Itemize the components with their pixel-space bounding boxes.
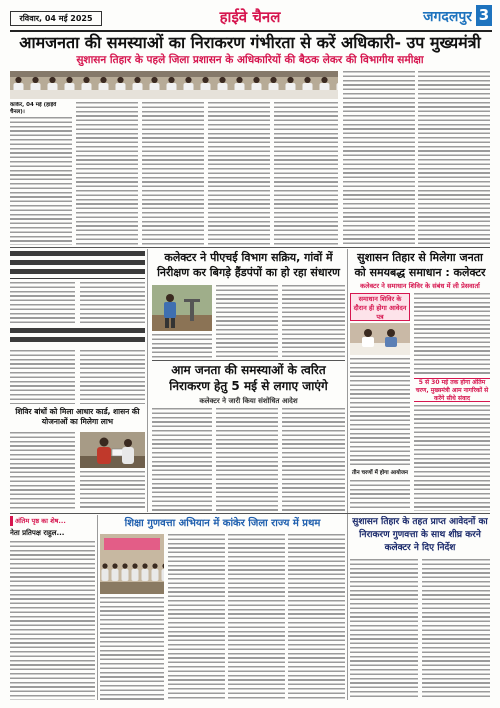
article-text xyxy=(274,102,338,245)
article-text xyxy=(142,102,204,245)
article-text xyxy=(288,534,345,700)
meeting-photo xyxy=(10,71,338,99)
section-rule xyxy=(10,513,490,514)
handpump-story-headline: कलेक्टर ने पीएचई विभाग सक्रिय, गांवों में निरीक्षण कर बिगड़े हैंडपंपों का हो रहा संधारण xyxy=(157,251,340,279)
story-headline-illegible xyxy=(10,251,145,279)
article-text xyxy=(282,408,345,511)
article-text xyxy=(10,282,75,324)
article-text xyxy=(282,285,345,358)
article-text xyxy=(80,282,145,324)
lead-subheadline: सुशासन तिहार के पहले जिला प्रशासन के अधिकारियों की बैठक लेकर की विभागीय समीक्षा xyxy=(76,54,424,66)
handpump-photo xyxy=(152,285,212,331)
article-text xyxy=(350,358,410,465)
column-rule xyxy=(97,515,98,700)
article-text xyxy=(10,117,72,245)
section-rule xyxy=(152,360,345,361)
continued-tag: अंतिम पृष्ठ का शेष... xyxy=(10,516,95,526)
article-text xyxy=(10,541,95,700)
issue-date: रविवार, 04 मई 2025 xyxy=(10,11,102,26)
camp-story-subheadline: कलेक्टर ने जारी किया संशोधित आदेश xyxy=(199,397,298,405)
article-text xyxy=(343,71,415,245)
article-text xyxy=(80,471,145,510)
article-text xyxy=(418,71,490,245)
masthead-title: हाईवे चैनल xyxy=(219,8,281,26)
article-text xyxy=(414,293,490,375)
press-story-phases-heading: तीन चरणों में होगा आयोजन xyxy=(352,470,408,476)
education-story-headline: शिक्षा गुणवत्ता अभियान में कांकेर जिला राज्य में प्रथम xyxy=(124,518,321,529)
education-campaign-photo xyxy=(100,534,164,594)
article-text xyxy=(414,405,490,511)
article-text xyxy=(216,408,278,511)
article-text xyxy=(152,334,212,358)
lead-headline: आमजनता की समस्याओं का निराकरण गंभीरता से करें अधिकारी- उप मुख्यमंत्री xyxy=(19,33,481,52)
article-text xyxy=(350,559,418,700)
story-headline-illegible xyxy=(10,328,145,346)
applications-story-headline: सुशासन तिहार के तहत प्राप्त आवेदनों का निराकरण गुणवत्ता के साथ शीघ्र करने कलेक्टर ने दिए निर्देश xyxy=(352,517,488,553)
article-text xyxy=(216,285,278,358)
page-number: 3 xyxy=(476,5,492,26)
article-text xyxy=(168,534,225,700)
article-text xyxy=(350,480,410,511)
column-rule xyxy=(147,249,148,512)
article-text xyxy=(422,559,490,700)
article-text xyxy=(228,534,285,700)
continued-story-headline: नेता प्रतिपक्ष राहुल... xyxy=(10,529,65,537)
header-rule xyxy=(10,30,492,32)
press-story-subheadline: कलेक्टर ने समाधान शिविर के संबंध में ली प्रेसवार्ता xyxy=(360,282,480,290)
article-text xyxy=(10,350,75,404)
camp-story-headline: आम जनता की समस्याओं के त्वरित निराकरण हेतु 5 मई से लगाए जाएंगे xyxy=(169,363,328,393)
press-story-phase-box: 5 से 30 मई तक होगा अंतिम चरण, मुख्यमंत्री आम नागरिकों से करेंगे सीधे संवाद xyxy=(415,379,489,402)
press-story-headline: सुशासन तिहार से मिलेगा जनता को समयबद्ध समाधान : कलेक्टर xyxy=(354,251,486,279)
article-text xyxy=(76,102,138,245)
section-rule xyxy=(10,247,490,248)
article-text xyxy=(100,597,164,700)
press-conference-photo xyxy=(350,323,410,355)
edition-city: जगदलपुर xyxy=(423,9,472,25)
article-text xyxy=(80,350,145,404)
column-rule xyxy=(347,249,348,700)
aadhaar-story-headline: शिविर बांधों को मिला आधार कार्ड, शासन की योजनाओं का मिलेगा लाभ xyxy=(15,407,140,426)
article-text xyxy=(152,408,212,511)
article-text xyxy=(10,432,75,510)
article-text xyxy=(208,102,270,245)
press-story-box-note: समाधान शिविर के दौरान ही होगा आवेदन पत्र xyxy=(350,293,410,321)
lead-dateline: कांकेर, 04 मई (हाईवे चैनल)। xyxy=(10,102,57,115)
aadhaar-card-photo xyxy=(80,432,145,468)
